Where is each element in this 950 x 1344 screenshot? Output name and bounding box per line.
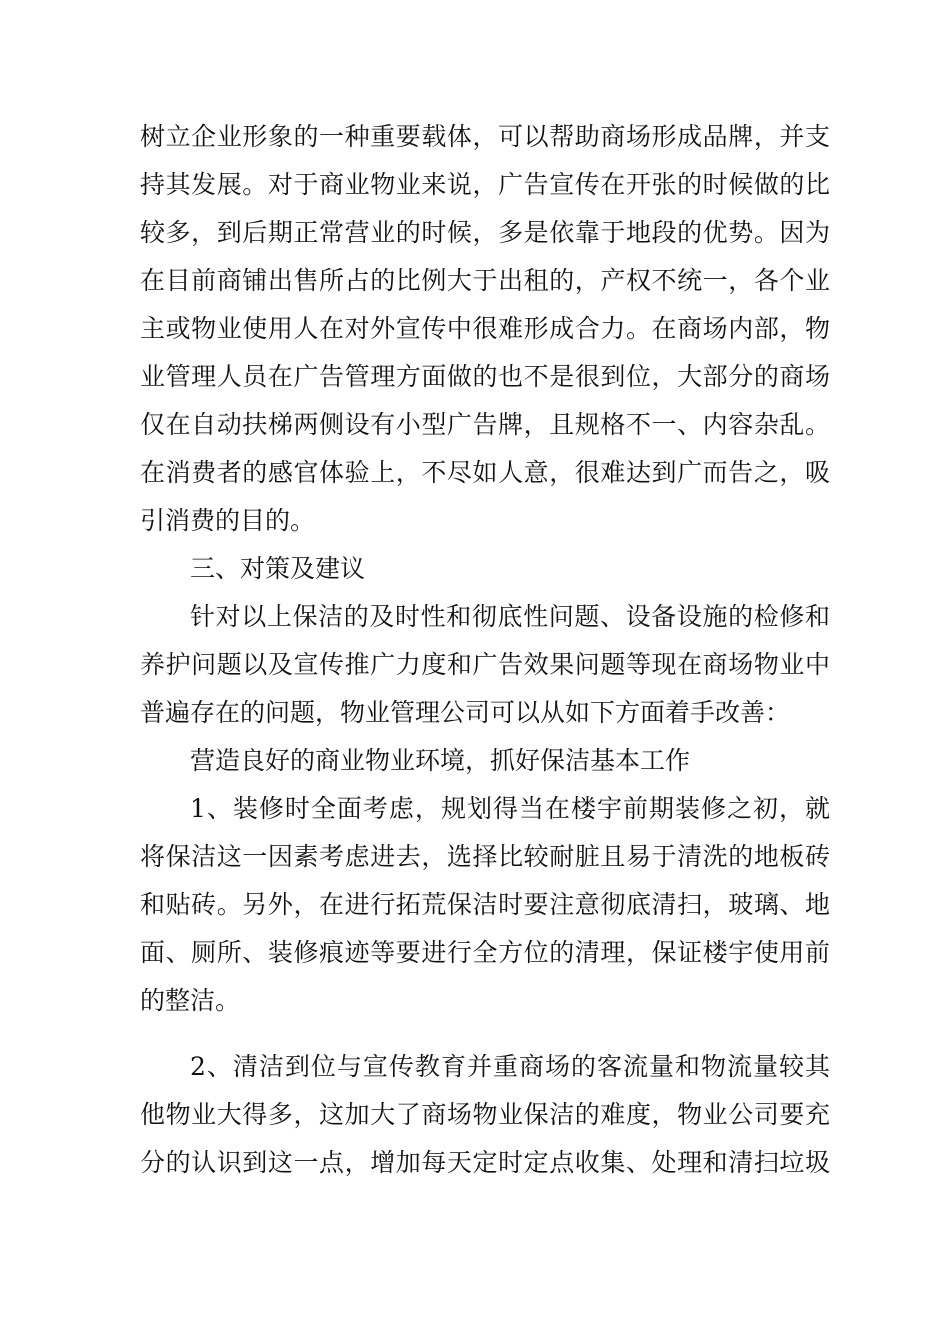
document-body: [140, 113, 830, 1187]
text-line: 将保洁这一因素考虑进去，选择比较耐脏且易于清洗的地板砖: [140, 842, 830, 871]
text-line: 2、清洁到位与宣传教育并重商场的客流量和物流量较其: [190, 1052, 830, 1081]
text-line: 业管理人员在广告管理方面做的也不是很到位，大部分的商场: [140, 362, 830, 391]
text-line: 引消费的目的。: [140, 506, 316, 535]
text-line: 较多，到后期正常营业的时候，多是依靠于地段的优势。因为: [140, 218, 830, 247]
text-line: 他物业大得多，这加大了商场物业保洁的难度，物业公司要充: [140, 1100, 830, 1129]
text-line: 面、厕所、装修痕迹等要进行全方位的清理，保证楼宇使用前: [140, 938, 830, 967]
paragraph-gap: [140, 1025, 830, 1043]
text-line: 持其发展。对于商业物业来说，广告宣传在开张的时候做的比: [140, 170, 830, 199]
text-line: 在消费者的感官体验上，不尽如人意，很难达到广而告之，吸: [140, 458, 830, 487]
text-line: 在目前商铺出售所占的比例大于出租的，产权不统一，各个业: [140, 266, 830, 295]
text-line: 养护问题以及宣传推广力度和广告效果问题等现在商场物业中: [140, 650, 830, 679]
text-line: 分的认识到这一点，增加每天定时定点收集、处理和清扫垃圾: [140, 1148, 830, 1177]
text-line: 针对以上保洁的及时性和彻底性问题、设备设施的检修和: [190, 602, 830, 631]
text-line: 普遍存在的问题，物业管理公司可以从如下方面着手改善：: [140, 698, 791, 727]
subheading: 营造良好的商业物业环境，抓好保洁基本工作: [190, 746, 691, 775]
text-line: 仅在自动扶梯两侧设有小型广告牌，且规格不一、内容杂乱。: [140, 410, 830, 439]
text-line: 1、装修时全面考虑，规划得当在楼宇前期装修之初，就: [190, 794, 830, 823]
text-line: 树立企业形象的一种重要载体，可以帮助商场形成品牌，并支: [140, 122, 830, 151]
text-line: 和贴砖。另外，在进行拓荒保洁时要注意彻底清扫，玻璃、地: [140, 890, 830, 919]
text-line: 主或物业使用人在对外宣传中很难形成合力。在商场内部，物: [140, 314, 830, 343]
section-heading: 三、对策及建议: [190, 554, 366, 583]
text-line: 的整洁。: [140, 986, 241, 1015]
